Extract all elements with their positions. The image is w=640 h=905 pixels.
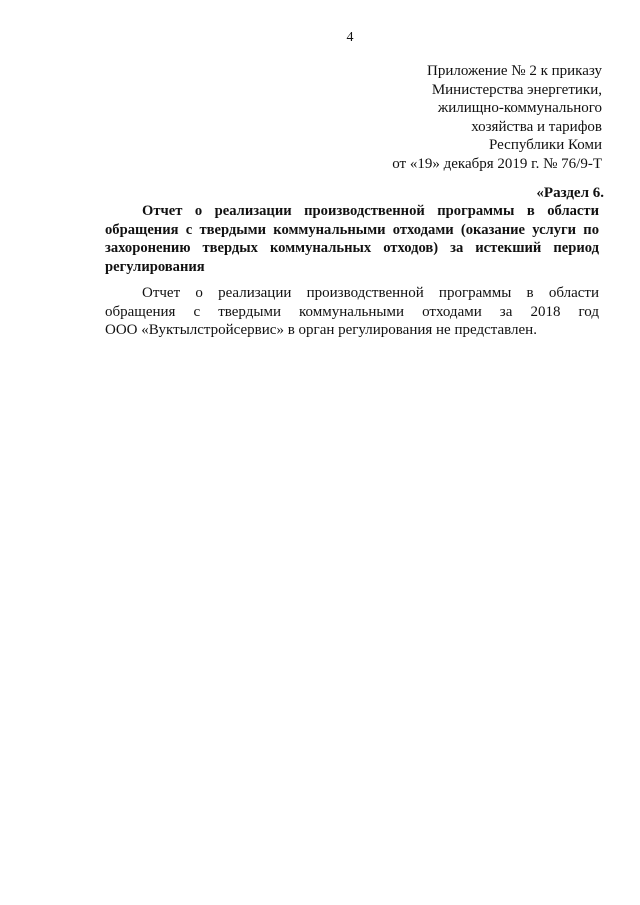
page-number: 4 — [346, 30, 354, 45]
appendix-line: Приложение № 2 к приказу — [427, 63, 602, 79]
report-title-line: обращения с твердыми коммунальными отходами (оказание услуги по — [105, 221, 599, 238]
report-title-line: захоронению твердых коммунальных отходов) за истекший период — [105, 240, 599, 256]
appendix-line: от «19» декабря 2019 г. № 76/9-Т — [392, 155, 602, 172]
report-body-line: обращения с твердыми коммунальными отходами за 2018 год — [105, 303, 599, 320]
appendix-line: Министерства энергетики, — [431, 81, 602, 98]
appendix-line: жилищно-коммунального — [437, 100, 602, 116]
report-title-line: Отчет о реализации производственной программы в области — [142, 203, 599, 219]
appendix-header — [392, 62, 602, 173]
report-title — [105, 202, 599, 276]
report-body — [105, 284, 599, 340]
appendix-line: хозяйства и тарифов — [471, 118, 602, 135]
report-title-line: регулирования — [105, 258, 205, 275]
section-label: «Раздел 6. — [536, 185, 604, 201]
report-body-line: ООО «Вуктылстройсервис» в орган регулирования не представлен. — [105, 322, 537, 338]
report-body-line: Отчет о реализации производственной программы в области — [142, 285, 599, 301]
appendix-line: Республики Коми — [489, 137, 602, 153]
